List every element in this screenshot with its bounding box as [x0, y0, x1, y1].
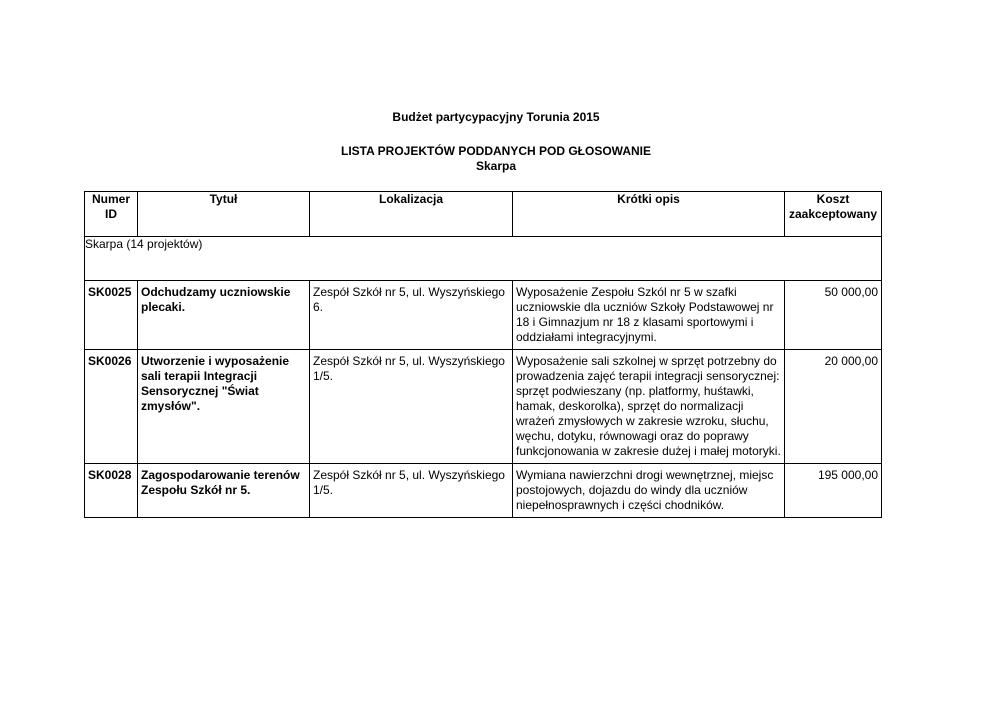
project-title: Utworzenie i wyposażenie sali terapii Integracji Sensorycznej "Świat zmysłów".	[138, 350, 310, 464]
district-name: Skarpa	[475, 159, 517, 173]
header-description: Krótki opis	[513, 192, 785, 237]
table-header-row	[85, 192, 882, 237]
header-cost	[785, 192, 882, 237]
project-id: SK0025	[85, 281, 138, 350]
header-id-line1: Numer	[91, 192, 130, 206]
table-row	[85, 464, 882, 518]
project-id: SK0028	[85, 464, 138, 518]
header-id	[85, 192, 138, 237]
table-row	[85, 281, 882, 350]
header-cost-line1: Koszt	[816, 192, 850, 206]
projects-table	[84, 191, 882, 518]
project-cost: 195 000,00	[785, 464, 882, 518]
document-subtitle: LISTA PROJEKTÓW PODDANYCH POD GŁOSOWANIE	[340, 144, 651, 158]
header-id-line2: ID	[105, 207, 117, 221]
project-location: Zespół Szkół nr 5, ul. Wyszyńskiego 6.	[310, 281, 513, 350]
project-id: SK0026	[85, 350, 138, 464]
project-location: Zespół Szkół nr 5, ul. Wyszyńskiego 1/5.	[310, 464, 513, 518]
project-description: Wyposażenie Zespołu Szkól nr 5 w szafki uczniowskie dla uczniów Szkoły Podstawowej nr 18 i Gimnazjum nr 18 z klasami sportowymi i oddziałami integracyjnymi.	[513, 281, 785, 350]
document-title: Budżet partycypacyjny Torunia 2015	[392, 110, 600, 124]
section-row	[85, 237, 882, 281]
header-cost-line2: zaakceptowany	[788, 207, 878, 221]
header-location: Lokalizacja	[310, 192, 513, 237]
project-title: Odchudzamy uczniowskie plecaki.	[138, 281, 310, 350]
project-cost: 20 000,00	[785, 350, 882, 464]
table-row	[85, 350, 882, 464]
project-title: Zagospodarowanie terenów Zespołu Szkół nr 5.	[138, 464, 310, 518]
section-label: Skarpa (14 projektów)	[85, 237, 882, 281]
project-cost: 50 000,00	[785, 281, 882, 350]
header-title: Tytuł	[138, 192, 310, 237]
project-description: Wyposażenie sali szkolnej w sprzęt potrzebny do prowadzenia zajęć terapii integracji sensorycznej: sprzęt podwieszany (np. platformy, huśtawki, hamak, deskorolka), sprzęt do normalizacji wrażeń zmysłowych w zakresie wzroku, słuchu, węchu, dotyku, równowagi oraz do poprawy funkcjonowania w zakresie dużej i małej motoryki.	[513, 350, 785, 464]
project-location: Zespół Szkół nr 5, ul. Wyszyńskiego 1/5.	[310, 350, 513, 464]
project-description: Wymiana nawierzchni drogi wewnętrznej, miejsc postojowych, dojazdu do windy dla uczniów niepełnosprawnych i części chodników.	[513, 464, 785, 518]
